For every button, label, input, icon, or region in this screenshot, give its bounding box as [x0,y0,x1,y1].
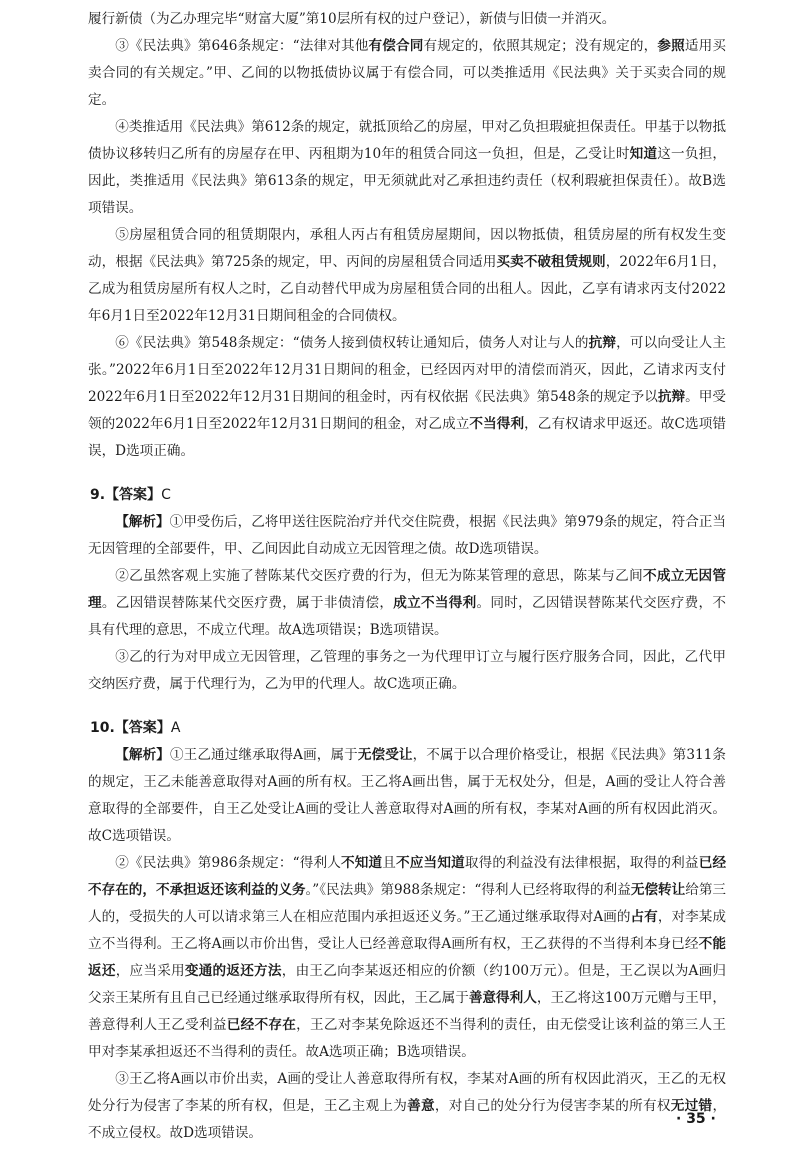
text-run: 适用买卖合同的有关规定。”甲、乙间的以物抵债协议属于有偿合同，可以类推适用《民法典》关于买卖合同的规定。 [88,38,727,108]
bold-text: 无偿受让 [357,747,413,763]
bold-text: 不成立无因管理 [88,568,727,611]
text-run: ，王乙将这100万元赠与王甲，善意得利人王乙受利益 [88,990,727,1033]
text-run: 且 [382,855,397,871]
text-run: ⑤房屋租赁合同的租赁期限内，承租人丙占有租赁房屋期间，因以物抵债，租赁房屋的所有权发生变动，根据《民法典》第725条的规定，甲、丙间的房屋租赁合同适用 [88,227,726,270]
paragraph [88,1066,726,1147]
text-run: ③乙的行为对甲成立无因管理，乙管理的事务之一为代理甲订立与履行医疗服务合同，因此，乙代甲交纳医疗费，属于代理行为，乙为甲的代理人。故C选项正确。 [88,649,726,692]
bold-text: 不应当知道 [396,855,465,871]
text-run: ，乙有权请求甲返还。故C选项错误，D选项正确。 [88,416,726,459]
paragraph [88,6,726,33]
text-run: ③王乙将A画以市价出卖，A画的受让人善意取得所有权，李某对A画的所有权因此消灭，王乙的无权处分行为侵害了李某的所有权，但是，王乙主观上为 [88,1071,726,1114]
bold-text: 9.【答案】 [90,487,162,503]
text-run: ④类推适用《民法典》第612条的规定，就抵顶给乙的房屋，甲对乙负担瑕疵担保责任。甲基于以物抵债协议移转归乙所有的房屋存在甲、丙租期为10年的租赁合同这一负担，但是，乙受让时 [88,119,726,162]
bold-text: 有偿合同 [368,38,424,54]
text-run: ①甲受伤后，乙将甲送往医院治疗并代交住院费，根据《民法典》第979条的规定，符合正当无因管理的全部要件，甲、乙间因此自动成立无因管理之债。故D选项错误。 [88,514,726,557]
bold-text: 【解析】 [115,747,170,763]
text-run: 有规定的，依照其规定；没有规定的， [423,38,658,54]
text-run: 。甲受领的2022年6月1日至2022年12月31日期间的租金，对乙成立 [88,389,726,432]
text-run: ，由王乙向李某返还相应的价额（约100万元）。但是，王乙误以为A画归父亲王某所有且自己已经通过继承取得所有权，因此，王乙属于 [88,963,727,1006]
page-number: · 35 · [676,1111,716,1127]
text-run: ①王乙通过继承取得A画，属于 [169,747,358,763]
paragraph [88,33,726,114]
text-run: A [170,720,181,736]
bold-text: 无过错 [670,1098,713,1114]
bold-text: 知道 [629,146,658,162]
text-run: 给第三人的，受损失的人可以请求第三人在相应范围内承担返还义务。”王乙通过继承取得对A画的 [88,882,727,925]
bold-text: 买卖不破租赁规则 [496,254,606,270]
bold-text: 抗辩 [588,335,617,351]
text-run: ⑥《民法典》第548条规定：“债务人接到债权转让通知后，债务人对让与人的 [115,335,589,351]
bold-text: 【解析】 [115,514,170,530]
bold-text: 变通的返还方法 [184,963,282,979]
paragraph [88,563,726,644]
text-run: ②乙虽然客观上实施了替陈某代交医疗费的行为，但无为陈某管理的意思，陈某与乙间 [115,568,643,584]
bold-text: 占有 [630,909,658,925]
text-run: ②《民法典》第986条规定：“得利人 [115,855,341,871]
text-run: 。乙因错误替陈某代交医疗费，属于非债清偿， [101,595,394,611]
paragraph [88,644,726,698]
bold-text: 10.【答案】 [90,720,171,736]
bold-text: 不当得利 [469,416,525,432]
paragraph [88,742,726,850]
text-run: 履行新债（为乙办理完毕“财富大厦”第10层所有权的过户登记），新债与旧债一并消灭。 [88,11,616,27]
text-run: ，王乙对李某免除返还不当得利的责任，由无偿受让该利益的第三人王甲对李某承担返还不当得利的责任。故A选项正确；B选项错误。 [88,1017,727,1060]
bold-text: 参照 [657,38,685,54]
bold-text: 已经不存在的，不承担返还该利益的义务 [88,855,727,898]
paragraph [88,715,726,742]
text-run: 这一负担，因此，类推适用《民法典》第613条的规定，甲无须就此对乙承担违约责任（权利瑕疵担保责任）。故B选项错误。 [88,146,727,216]
text-run: ，不成立侵权。故D选项错误。 [88,1098,727,1141]
bold-text: 不能返还 [88,936,727,979]
text-run: 取得的利益没有法律根据，取得的利益 [464,855,699,871]
paragraph [88,482,726,509]
text-run: 。同时，乙因错误替陈某代交医疗费，不具有代理的意思，不成立代理。故A选项错误；B选项错误。 [88,595,727,638]
paragraph [88,330,726,465]
text-run: C [161,487,171,503]
bold-text: 善意 [407,1098,435,1114]
text-run: ，2022年6月1日，乙成为租赁房屋所有权人之时，乙自动替代甲成为房屋租赁合同的出租人。因此，乙享有请求丙支付2022年6月1日至2022年12月31日期间租金的合同债权。 [88,254,726,324]
text-run: ，应当采用 [115,963,185,979]
text-run: 。”《民法典》第988条规定：“得利人已经将取得的利益 [305,882,631,898]
paragraph [88,850,726,1066]
paragraph [88,509,726,563]
text-run: ，对自己的处分行为侵害李某的所有权 [434,1098,671,1114]
bold-text: 善意得利人 [468,990,537,1006]
text-run: ③《民法典》第646条规定：“法律对其他 [115,38,369,54]
document-body [88,6,726,1147]
paragraph [88,114,726,222]
bold-text: 不知道 [341,855,383,871]
bold-text: 抗辩 [657,389,686,405]
text-run: ，对李某成立不当得利。王乙将A画以市价出售，受让人已经善意取得A画所有权，王乙获得的不当得利本身已经 [88,909,727,952]
text-run: ，可以向受让人主张。”2022年6月1日至2022年12月31日期间的租金，已经因丙对甲的清偿而消灭，因此，乙请求丙支付2022年6月1日至2022年12月31日期间的租金时，丙有权依据《民法典》第548条的规定予以 [88,335,726,405]
text-run: ，不属于以合理价格受让，根据《民法典》第311条的规定，王乙未能善意取得对A画的所有权。王乙将A画出售，属于无权处分，但是，A画的受让人符合善意取得的全部要件，自王乙处受让A画的受让人善意取得对A画的所有权，李某对A画的所有权因此消灭。故C选项错误。 [88,747,727,844]
paragraph [88,222,726,330]
bold-text: 无偿转让 [630,882,686,898]
bold-text: 成立不当得利 [393,595,477,611]
bold-text: 已经不存在 [226,1017,297,1033]
